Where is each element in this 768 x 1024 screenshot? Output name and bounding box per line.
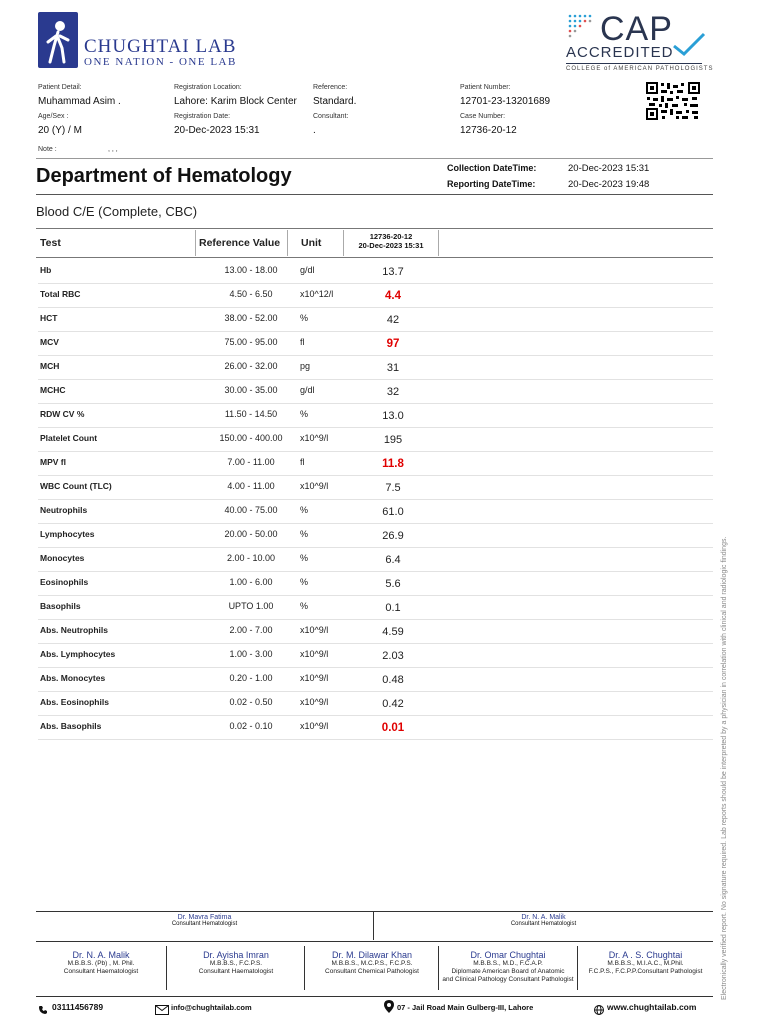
table-row bbox=[38, 547, 713, 572]
doctor-name: Dr. M. Dilawar Khan bbox=[331, 950, 413, 960]
header-separator bbox=[343, 230, 344, 256]
cell-reference: 40.00 - 75.00 bbox=[224, 505, 278, 515]
cell-unit: % bbox=[300, 577, 309, 587]
cell-reference: 13.00 - 18.00 bbox=[224, 265, 278, 275]
cell-reference: 4.50 - 6.50 bbox=[229, 289, 273, 299]
doctor-card bbox=[439, 950, 577, 984]
doctor-name: Dr. N. A. Malik bbox=[72, 950, 130, 960]
cell-unit: % bbox=[300, 409, 309, 419]
table-row bbox=[38, 427, 713, 452]
signature-bottom-border bbox=[36, 941, 713, 942]
cell-unit: x10^9/l bbox=[300, 649, 329, 659]
cell-unit: fl bbox=[300, 457, 305, 467]
case-number-value: 12736-20-12 bbox=[460, 125, 517, 136]
header-case-date: 20-Dec-2023 15:31 bbox=[358, 241, 424, 250]
signature-right bbox=[374, 914, 713, 927]
cell-result-abnormal: 4.4 bbox=[385, 290, 401, 302]
qr-code-icon bbox=[646, 82, 700, 120]
doctor-role: F.C.P.S., F.C.P.P.Consultant Pathologist bbox=[588, 968, 703, 975]
cell-result: 2.03 bbox=[382, 650, 404, 662]
reference-value: Standard. bbox=[313, 96, 357, 107]
table-row bbox=[38, 571, 713, 596]
cell-unit: % bbox=[300, 505, 309, 515]
contact-address: 07 - Jail Road Main Gulberg-III, Lahore bbox=[397, 1003, 534, 1012]
header-case-number: 12736-20-12 bbox=[369, 232, 413, 241]
table-top-border bbox=[36, 228, 713, 229]
table-row bbox=[38, 379, 713, 404]
cell-reference: 150.00 - 400.00 bbox=[219, 433, 283, 443]
header-case bbox=[348, 232, 434, 250]
doctor-role-extra: and Clinical Pathology Consultant Pathologist bbox=[442, 976, 574, 983]
cap-divider bbox=[566, 63, 702, 64]
signature-right-title: Consultant Hematologist bbox=[510, 921, 577, 927]
reg-date-value: 20-Dec-2023 15:31 bbox=[174, 125, 260, 136]
table-row bbox=[38, 643, 713, 668]
cell-unit: x10^9/l bbox=[300, 625, 329, 635]
table-row bbox=[38, 523, 713, 548]
cell-test: Abs. Neutrophils bbox=[40, 625, 109, 635]
cap-college: COLLEGE of AMERICAN PATHOLOGISTS bbox=[566, 66, 714, 72]
cell-reference: 1.00 - 6.00 bbox=[229, 577, 273, 587]
footer-top-border bbox=[36, 911, 713, 912]
checkmark-icon bbox=[672, 32, 706, 63]
cell-reference: 38.00 - 52.00 bbox=[224, 313, 278, 323]
doctor-name: Dr. Omar Chughtai bbox=[470, 950, 546, 960]
cell-test: Eosinophils bbox=[40, 577, 89, 587]
cell-result: 61.0 bbox=[382, 506, 404, 518]
cell-test: Monocytes bbox=[40, 553, 85, 563]
doctor-card bbox=[168, 950, 304, 976]
department-title: Department of Hematology bbox=[36, 165, 292, 187]
department-divider bbox=[36, 194, 713, 195]
doctor-role: Diplomate American Board of Anatomic bbox=[451, 968, 565, 975]
cell-unit: x10^9/l bbox=[300, 721, 329, 731]
cell-result: 0.48 bbox=[382, 674, 404, 686]
cell-unit: fl bbox=[300, 337, 305, 347]
patient-number-value: 12701-23-13201689 bbox=[460, 96, 551, 107]
lab-tagline: ONE NATION - ONE LAB bbox=[84, 56, 237, 68]
cell-test: MCH bbox=[40, 361, 60, 371]
cell-reference: 2.00 - 10.00 bbox=[226, 553, 276, 563]
cell-result-abnormal: 11.8 bbox=[382, 458, 404, 470]
cell-result: 32 bbox=[386, 386, 400, 398]
cell-test: Basophils bbox=[40, 601, 81, 611]
table-row bbox=[38, 667, 713, 692]
contact-website[interactable]: www.chughtailab.com bbox=[607, 1002, 697, 1012]
cell-result: 5.6 bbox=[385, 578, 401, 590]
case-number-label: Case Number: bbox=[460, 113, 506, 120]
table-row bbox=[38, 355, 713, 380]
cell-test: MPV fl bbox=[40, 457, 66, 467]
patient-detail-label: Patient Detail: bbox=[38, 84, 82, 91]
cell-reference: 1.00 - 3.00 bbox=[229, 649, 273, 659]
cell-test: Hb bbox=[40, 265, 52, 275]
signature-left-name: Dr. Mavra Fatima bbox=[177, 914, 232, 921]
cell-reference: 2.00 - 7.00 bbox=[229, 625, 273, 635]
cell-test: RDW CV % bbox=[40, 409, 85, 419]
cell-unit: % bbox=[300, 601, 309, 611]
cell-result: 13.0 bbox=[382, 410, 404, 422]
doctor-qualification: M.B.B.S., M.I.A.C., M.Phil. bbox=[607, 960, 684, 967]
cell-test: MCV bbox=[40, 337, 59, 347]
verification-note: Electronically verified report. No signature required. Lab reports should be interpreted by a physician in correlation with clinical and radiologic findings. bbox=[721, 536, 728, 1000]
lab-name: CHUGHTAI LAB bbox=[84, 36, 237, 57]
cell-unit: x10^9/l bbox=[300, 481, 329, 491]
signature-right-name: Dr. N. A. Malik bbox=[521, 914, 566, 921]
table-header-border bbox=[36, 257, 713, 258]
section-title: Blood C/E (Complete, CBC) bbox=[36, 204, 198, 219]
table-row bbox=[38, 475, 713, 500]
reference-label: Reference: bbox=[313, 84, 348, 91]
reporting-datetime-value: 20-Dec-2023 19:48 bbox=[568, 179, 650, 190]
doctor-role: Consultant Haematologist bbox=[63, 968, 139, 975]
header-separator bbox=[287, 230, 288, 256]
cell-reference: 75.00 - 95.00 bbox=[224, 337, 278, 347]
doctor-qualification: M.B.B.S., F.C.P.S. bbox=[209, 960, 263, 967]
cell-test: Abs. Monocytes bbox=[40, 673, 106, 683]
table-row bbox=[38, 283, 713, 308]
cap-dots-icon bbox=[566, 12, 596, 40]
cell-result: 26.9 bbox=[382, 530, 404, 542]
email-icon bbox=[155, 1002, 169, 1020]
contact-phone[interactable]: 03111456789 bbox=[52, 1002, 104, 1012]
doctor-name: Dr. Ayisha Imran bbox=[203, 950, 269, 960]
cell-reference: 11.50 - 14.50 bbox=[224, 409, 278, 419]
cell-result-abnormal: 0.01 bbox=[381, 722, 405, 734]
doctor-card bbox=[578, 950, 713, 976]
doctor-card bbox=[306, 950, 438, 976]
cell-result: 13.7 bbox=[382, 266, 404, 278]
cell-reference: 0.20 - 1.00 bbox=[229, 673, 273, 683]
consultant-value: . bbox=[313, 125, 316, 136]
cell-unit: x10^9/l bbox=[300, 673, 329, 683]
table-row bbox=[38, 595, 713, 620]
cell-test: WBC Count (TLC) bbox=[40, 481, 112, 491]
reg-date-label: Registration Date: bbox=[174, 113, 231, 120]
cell-result: 31 bbox=[386, 362, 400, 374]
table-row bbox=[38, 403, 713, 428]
cell-test: Lymphocytes bbox=[40, 529, 95, 539]
cap-accredited: ACCREDITED bbox=[566, 44, 674, 61]
cell-test: Abs. Basophils bbox=[40, 721, 102, 731]
table-row bbox=[38, 307, 713, 332]
table-row bbox=[38, 619, 713, 644]
doctor-qualification: M.B.B.S. (Pb) , M. Phil. bbox=[67, 960, 135, 967]
patient-number-label: Patient Number: bbox=[460, 84, 511, 91]
cell-test: Platelet Count bbox=[40, 433, 98, 443]
note-label: Note : bbox=[38, 146, 57, 153]
cell-unit: x10^12/l bbox=[300, 289, 334, 299]
table-row bbox=[38, 451, 713, 476]
cell-unit: % bbox=[300, 529, 309, 539]
table-row bbox=[38, 499, 713, 524]
cell-result: 195 bbox=[383, 434, 403, 446]
reporting-datetime-label: Reporting DateTime: bbox=[447, 179, 536, 189]
doctor-separator bbox=[304, 946, 305, 990]
doctor-role: Consultant Haematologist bbox=[198, 968, 274, 975]
patient-name: Muhammad Asim . bbox=[38, 96, 121, 107]
cell-unit: % bbox=[300, 553, 309, 563]
cell-test: Total RBC bbox=[40, 289, 81, 299]
cell-test: Neutrophils bbox=[40, 505, 88, 515]
age-sex-value: 20 (Y) / M bbox=[38, 125, 82, 136]
table-row bbox=[38, 259, 713, 284]
signature-left bbox=[36, 914, 373, 927]
doctor-qualification: M.B.B.S., M.C.P.S., F.C.P.S. bbox=[331, 960, 413, 967]
cell-unit: x10^9/l bbox=[300, 697, 329, 707]
header-unit: Unit bbox=[301, 237, 322, 249]
cell-test: Abs. Lymphocytes bbox=[40, 649, 116, 659]
cell-result: 4.59 bbox=[382, 626, 404, 638]
cell-result: 42 bbox=[386, 314, 400, 326]
consultant-label: Consultant: bbox=[313, 113, 349, 120]
cap-title: CAP bbox=[600, 10, 673, 48]
cell-reference: 4.00 - 11.00 bbox=[227, 481, 275, 491]
cell-unit: pg bbox=[300, 361, 311, 371]
cell-unit: x10^9/l bbox=[300, 433, 329, 443]
contact-top-border bbox=[36, 996, 713, 997]
cell-test: HCT bbox=[40, 313, 58, 323]
header-reference: Reference Value bbox=[199, 237, 281, 249]
collection-datetime-label: Collection DateTime: bbox=[447, 163, 537, 173]
table-row bbox=[38, 691, 713, 716]
cell-unit: g/dl bbox=[300, 265, 315, 275]
location-pin-icon bbox=[384, 1000, 394, 1018]
cell-reference: 20.00 - 50.00 bbox=[224, 529, 278, 539]
doctor-role: Consultant Chemical Pathologist bbox=[325, 968, 419, 975]
phone-icon bbox=[38, 1002, 48, 1020]
header-separator bbox=[438, 230, 439, 256]
cell-reference: 0.02 - 0.50 bbox=[229, 697, 273, 707]
table-row bbox=[38, 331, 713, 356]
cell-unit: g/dl bbox=[300, 385, 315, 395]
cell-result: 6.4 bbox=[385, 554, 401, 566]
header-separator bbox=[195, 230, 196, 256]
cell-test: Abs. Eosinophils bbox=[40, 697, 109, 707]
doctor-qualification: M.B.B.S., M.D., F.C.A.P. bbox=[473, 960, 543, 967]
cell-result: 7.5 bbox=[385, 482, 401, 494]
reg-location-value: Lahore: Karim Block Center bbox=[174, 96, 297, 107]
cell-reference: 30.00 - 35.00 bbox=[224, 385, 278, 395]
cell-reference: 7.00 - 11.00 bbox=[227, 457, 275, 467]
header-test: Test bbox=[40, 237, 61, 249]
cell-reference: UPTO 1.00 bbox=[228, 601, 274, 611]
lab-logo-icon bbox=[38, 12, 78, 68]
cell-result-abnormal: 97 bbox=[386, 338, 400, 350]
collection-datetime-value: 20-Dec-2023 15:31 bbox=[568, 163, 650, 174]
contact-email[interactable]: info@chughtailab.com bbox=[171, 1003, 252, 1012]
age-sex-label: Age/Sex : bbox=[38, 113, 69, 120]
cell-result: 0.42 bbox=[382, 698, 404, 710]
cell-reference: 26.00 - 32.00 bbox=[224, 361, 278, 371]
doctor-separator bbox=[166, 946, 167, 990]
header-divider bbox=[36, 158, 713, 159]
reg-location-label: Registration Location: bbox=[174, 84, 242, 91]
cell-unit: % bbox=[300, 313, 309, 323]
cell-test: MCHC bbox=[40, 385, 66, 395]
doctor-card bbox=[36, 950, 166, 976]
table-row bbox=[38, 715, 713, 740]
cell-result: 0.1 bbox=[385, 602, 401, 614]
signature-left-title: Consultant Hematologist bbox=[171, 921, 238, 927]
cell-reference: 0.02 - 0.10 bbox=[229, 721, 273, 731]
globe-icon bbox=[594, 1002, 604, 1020]
note-value: , , , bbox=[108, 146, 118, 153]
doctor-name: Dr. A . S. Chughtai bbox=[608, 950, 683, 960]
